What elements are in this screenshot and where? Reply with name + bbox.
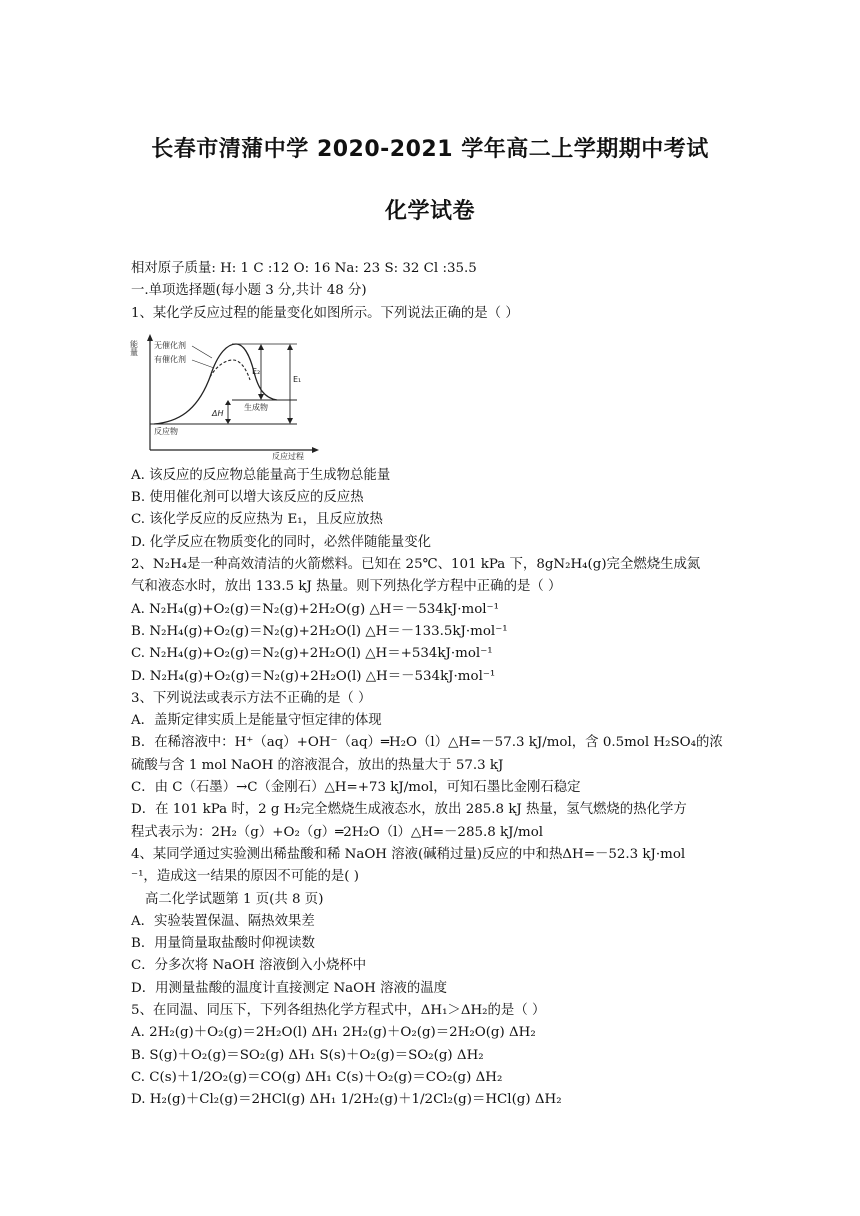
e1-label: E₁ (293, 375, 302, 384)
question-5-stem: 5、在同温、同压下，下列各组热化学方程式中，ΔH₁＞ΔH₂的是（ ） (131, 1003, 546, 1019)
question-3-line-6: 程式表示为：2H₂（g）+O₂（g）═2H₂O（l）△H=－285.8 kJ/mol (131, 824, 544, 840)
y-axis-arrow (147, 334, 153, 341)
question-4-stem-line2: ⁻¹，造成这一结果的原因不可能的是( ) (131, 869, 359, 885)
question-1-option-c: C. 该化学反应的反应热为 E₁，且反应放热 (131, 512, 383, 528)
dh-label: ΔH (212, 409, 224, 418)
question-1-option-b: B. 使用催化剂可以增大该反应的反应热 (131, 490, 364, 506)
page-footer: 高二化学试题第 1 页(共 8 页) (145, 891, 324, 907)
question-2-option-b: B. N₂H₄(g)+O₂(g)＝N₂(g)+2H₂O(l) △H＝－133.5kJ·mol⁻¹ (131, 623, 508, 639)
energy-diagram (129, 332, 320, 461)
x-axis-arrow (312, 447, 319, 453)
exam-subtitle: 化学试卷 (384, 199, 475, 224)
section-heading: 一.单项选择题(每小题 3 分,共计 48 分) (131, 283, 367, 299)
question-2-stem-line2: 气和液态水时，放出 133.5 kJ 热量。则下列热化学方程中正确的是（ ） (131, 579, 562, 595)
atomic-masses: 相对原子质量: H: 1 C :12 O: 16 Na: 23 S: 32 Cl :35.5 (131, 261, 477, 276)
exam-title: 长春市清蒲中学 2020-2021 学年高二上学期期中考试 (151, 137, 709, 162)
question-4-option-c: C．分多次将 NaOH 溶液倒入小烧杯中 (131, 958, 367, 974)
question-2-option-c: C. N₂H₄(g)+O₂(g)＝N₂(g)+2H₂O(l) △H＝+534kJ·mol⁻¹ (131, 646, 493, 662)
question-4-option-d: D．用测量盐酸的温度计直接测定 NaOH 溶液的温度 (131, 980, 448, 996)
no-catalyst-label: 无催化剂 (154, 341, 186, 350)
e2-arrowhead-top (258, 344, 264, 350)
question-5-option-a: A. 2H₂(g)＋O₂(g)＝2H₂O(l) ΔH₁ 2H₂(g)＋O₂(g)＝2H₂O(g) ΔH₂ (131, 1025, 536, 1041)
y-axis-label: 能量 (129, 340, 139, 356)
dh-arrowhead-bottom (225, 419, 231, 424)
question-4-option-a: A．实验装置保温、隔热效果差 (131, 913, 315, 929)
question-3-line-1: A．盖斯定律实质上是能量守恒定律的体现 (131, 713, 382, 729)
question-2-option-d: D. N₂H₄(g)+O₂(g)＝N₂(g)+2H₂O(l) △H＝－534kJ·mol⁻¹ (131, 668, 496, 684)
question-3-stem: 3、下列说法或表示方法不正确的是（ ） (131, 690, 372, 706)
e2-arrowhead-bottom (258, 394, 264, 400)
question-3-line-5: D．在 101 kPa 时，2 g H₂完全燃烧生成液态水，放出 285.8 kJ 热量，氢气燃烧的热化学方 (131, 802, 687, 818)
e1-arrowhead-bottom (287, 418, 293, 424)
product-label: 生成物 (244, 403, 268, 412)
with-catalyst-pointer (192, 360, 214, 368)
question-1-option-a: A. 该反应的反应物总能量高于生成物总能量 (131, 467, 391, 483)
x-axis-label: 反应过程 (272, 452, 304, 461)
with-catalyst-label: 有催化剂 (154, 355, 186, 364)
e1-arrowhead-top (287, 344, 293, 350)
e2-label: E₂ (252, 367, 261, 376)
question-3-line-3: 硫酸与含 1 mol NaOH 的溶液混合，放出的热量大于 57.3 kJ (131, 757, 504, 773)
question-3-line-2: B．在稀溶液中：H⁺（aq）+OH⁻（aq）═H₂O（l）△H=－57.3 kJ/mol，含 0.5mol H₂SO₄的浓 (131, 735, 723, 751)
question-1-option-d: D. 化学反应在物质变化的同时，必然伴随能量变化 (131, 534, 431, 550)
question-2-stem-line1: 2、N₂H₄是一种高效清洁的火箭燃料。已知在 25℃、101 kPa 下，8gN₂H₄(g)完全燃烧生成氮 (131, 557, 701, 573)
question-3-line-4: C．由 C（石墨）→C（金刚石）△H=+73 kJ/mol，可知石墨比金刚石稳定 (131, 780, 581, 796)
question-5-option-c: C. C(s)＋1/2O₂(g)＝CO(g) ΔH₁ C(s)＋O₂(g)＝CO₂(g) ΔH₂ (131, 1069, 503, 1085)
question-1-stem: 1、某化学反应过程的能量变化如图所示。下列说法正确的是（ ） (131, 305, 519, 321)
question-5-option-d: D. H₂(g)＋Cl₂(g)＝2HCl(g) ΔH₁ 1/2H₂(g)＋1/2Cl₂(g)＝HCl(g) ΔH₂ (131, 1092, 562, 1108)
no-catalyst-pointer (192, 346, 212, 358)
question-4-option-b: B．用量筒量取盐酸时仰视读数 (131, 936, 315, 952)
question-2-option-a: A. N₂H₄(g)+O₂(g)＝N₂(g)+2H₂O(g) △H＝－534kJ·mol⁻¹ (131, 601, 499, 617)
question-4-stem-line1: 4、某同学通过实验测出稀盐酸和稀 NaOH 溶液(碱稍过量)反应的中和热ΔH=－52.3 kJ·mol (131, 846, 686, 862)
reactant-label: 反应物 (154, 427, 178, 436)
dh-arrowhead-top (225, 400, 231, 405)
question-5-option-b: B. S(g)＋O₂(g)＝SO₂(g) ΔH₁ S(s)＋O₂(g)＝SO₂(g) ΔH₂ (131, 1047, 484, 1063)
